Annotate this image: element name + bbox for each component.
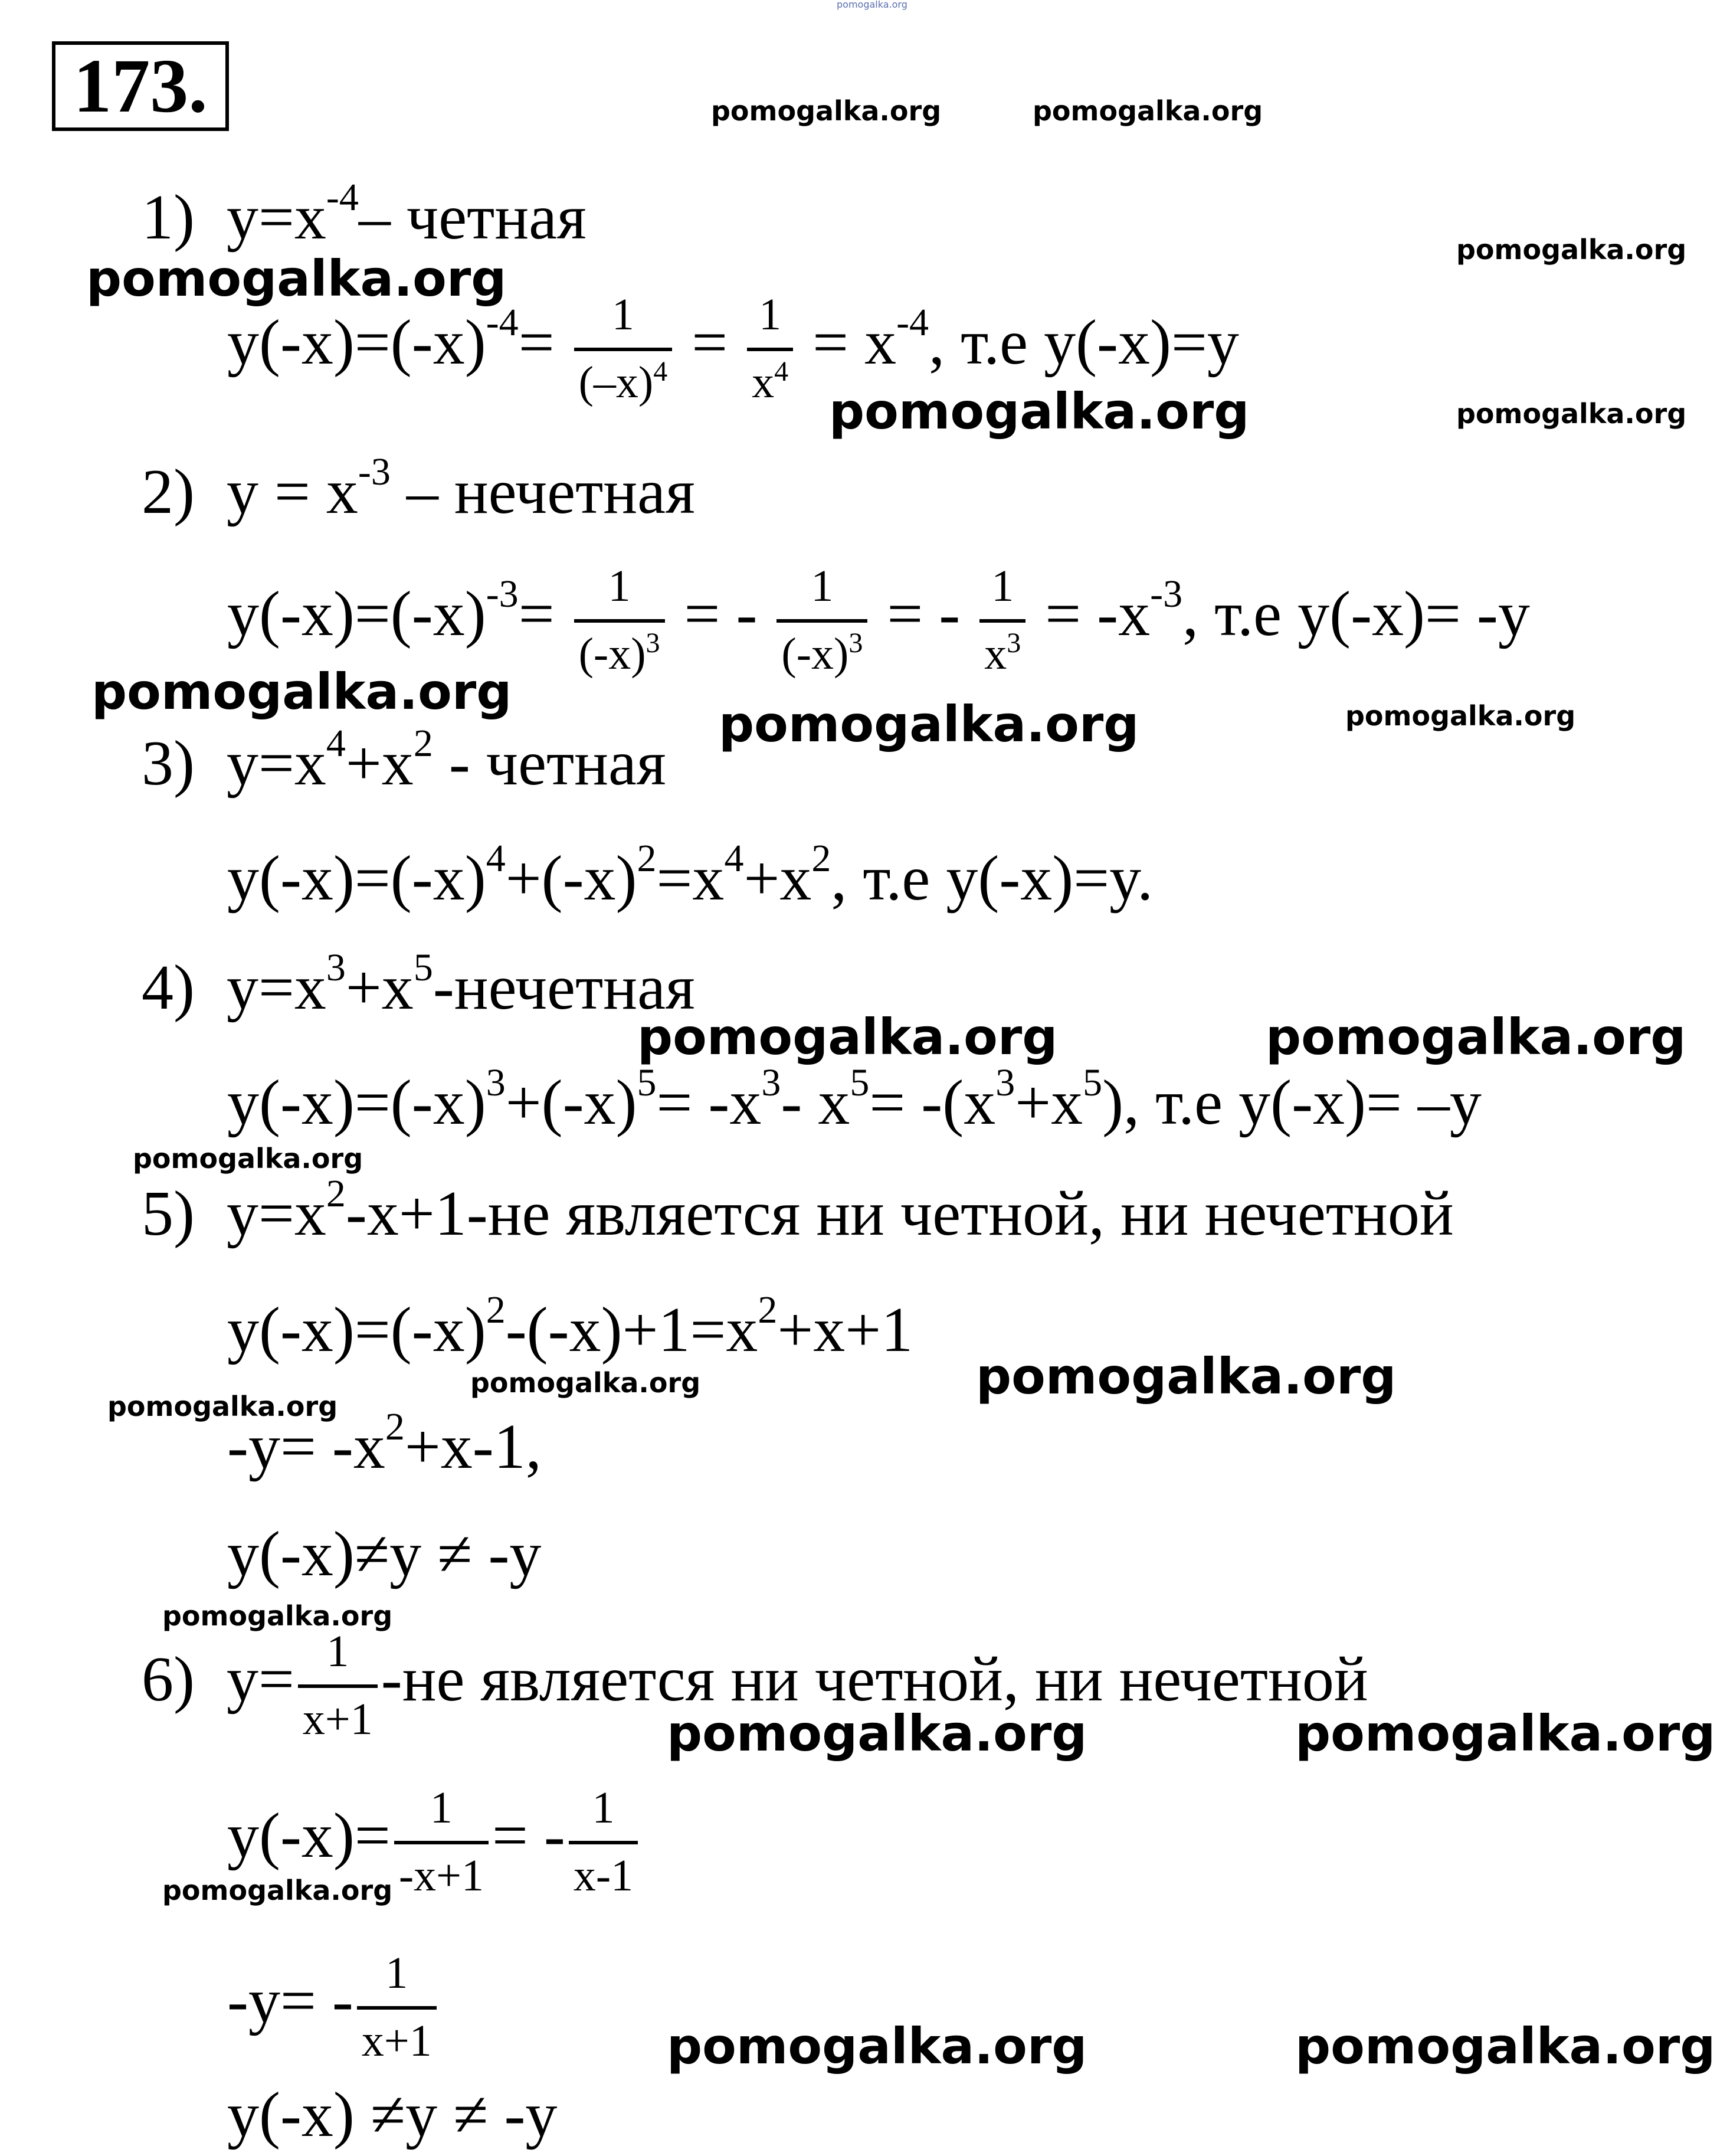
item-1-result-exponent: -4 <box>896 301 929 345</box>
item-1-heading <box>142 176 587 253</box>
item-4-head-text-2: +x <box>345 953 414 1023</box>
fraction-denominator-base: (-x) <box>781 629 849 679</box>
watermark-top-tiny: pomogalka.org <box>837 0 907 10</box>
watermark: pomogalka.org <box>86 250 507 307</box>
item-4-derivation <box>227 1061 1482 1138</box>
item-2-minus-1: = - <box>684 579 758 650</box>
item-2-fraction-3 <box>979 561 1025 681</box>
expr-part: y(-x)=(-x) <box>227 1295 486 1365</box>
exponent: 5 <box>850 1061 870 1104</box>
fraction-denominator: x+1 <box>361 2016 432 2066</box>
item-1-result: = x <box>812 307 897 378</box>
item-3-derivation <box>227 837 1154 914</box>
item-4-head-parity: -нечетная <box>432 953 695 1023</box>
item-5-label: 5) <box>142 1179 195 1249</box>
item-6-conclusion: y(-x) ≠y ≠ -y <box>227 2080 558 2150</box>
watermark: pomogalka.org <box>470 1367 701 1399</box>
item-4-conclusion: ), т.е y(-x)= –y <box>1102 1068 1482 1138</box>
fraction-numerator: 1 <box>574 289 673 351</box>
fraction-numerator: 1 <box>298 1626 378 1688</box>
fraction-numerator: 1 <box>394 1782 489 1844</box>
item-4-head-exponent-2: 5 <box>413 946 433 989</box>
exponent: 4 <box>486 837 506 880</box>
item-1-expr-exponent: -4 <box>486 301 519 345</box>
expr-part: +(-x) <box>505 843 637 914</box>
item-4-head-text: y=x <box>226 953 326 1023</box>
item-1-equals: = <box>518 307 555 378</box>
fraction-denominator: -x+1 <box>398 1851 484 1901</box>
watermark: pomogalka.org <box>976 1347 1397 1405</box>
item-3-head-parity: - четная <box>432 728 666 799</box>
exponent: 2 <box>758 1288 778 1331</box>
watermark: pomogalka.org <box>1266 1008 1686 1066</box>
item-2-head-text: y = x <box>226 457 358 527</box>
item-3-head-text-2: +x <box>345 728 414 799</box>
item-3-label: 3) <box>142 728 195 799</box>
exponent: 2 <box>637 837 657 880</box>
item-2-expr: y(-x)=(-x) <box>227 579 486 650</box>
exponent: 2 <box>385 1405 405 1448</box>
item-5-head-parity: -x+1-не является ни четной, ни нечетной <box>345 1179 1454 1249</box>
exponent: 4 <box>724 837 744 880</box>
item-2-result-exponent: -3 <box>1150 572 1183 616</box>
watermark: pomogalka.org <box>162 1874 393 1906</box>
watermark: pomogalka.org <box>667 1704 1087 1762</box>
item-6-fraction-3 <box>357 1948 437 2067</box>
item-2-head-exponent: -3 <box>358 450 391 493</box>
expr-part: = - <box>492 1801 565 1872</box>
item-2-fraction-1 <box>574 561 665 681</box>
item-5-conclusion: y(-x)≠y ≠ -y <box>227 1519 542 1589</box>
item-4-label: 4) <box>142 953 195 1023</box>
fraction-denominator-base: (–x) <box>578 358 654 408</box>
expr-part: y(-x)= <box>227 1801 391 1872</box>
fraction-denominator <box>574 623 665 680</box>
fraction-denominator-exponent: 3 <box>1007 627 1021 659</box>
watermark: pomogalka.org <box>637 1008 1058 1066</box>
exponent: 3 <box>761 1061 781 1104</box>
item-6-fraction-2 <box>569 1782 638 1902</box>
watermark: pomogalka.org <box>719 695 1139 753</box>
item-6-head-fraction <box>298 1626 378 1746</box>
item-1-conclusion: , т.е y(-x)=y <box>929 307 1239 378</box>
expr-part: - x <box>781 1068 850 1138</box>
item-2-heading <box>142 450 695 527</box>
item-1-label: 1) <box>142 182 195 253</box>
item-5-derivation-2 <box>227 1405 542 1482</box>
fraction-denominator-exponent: 4 <box>774 356 789 388</box>
expr-part: -y= - <box>227 1966 353 2037</box>
fraction-denominator: x+1 <box>302 1694 373 1745</box>
exponent: 3 <box>486 1061 506 1104</box>
fraction-denominator-base: (-x) <box>578 629 646 679</box>
expr-part: +x+1 <box>777 1295 913 1365</box>
watermark: pomogalka.org <box>667 2017 1087 2075</box>
problem-number-box <box>52 41 229 131</box>
fraction-numerator: 1 <box>357 1948 437 2010</box>
expr-part: -(-x)+1=x <box>505 1295 758 1365</box>
watermark: pomogalka.org <box>1295 1704 1716 1762</box>
item-2-expr-exponent: -3 <box>486 572 519 616</box>
item-1-head-text: y=x <box>226 182 326 253</box>
item-2-conclusion: , т.е y(-x)= -y <box>1182 579 1530 650</box>
exponent: 2 <box>811 837 831 880</box>
watermark: pomogalka.org <box>1456 398 1687 430</box>
item-3-head-exponent-2: 2 <box>413 722 433 765</box>
fraction-denominator <box>574 351 673 408</box>
fraction-denominator-exponent: 3 <box>646 627 660 659</box>
item-5-heading <box>142 1172 1454 1249</box>
item-2-head-parity: – нечетная <box>390 457 695 527</box>
exponent: 2 <box>486 1288 506 1331</box>
fraction-numerator: 1 <box>747 289 793 351</box>
exponent: 3 <box>995 1061 1015 1104</box>
watermark: pomogalka.org <box>107 1391 338 1422</box>
watermark: pomogalka.org <box>1033 95 1263 127</box>
item-1-expr: y(-x)=(-x) <box>227 307 486 378</box>
item-4-heading <box>142 946 695 1023</box>
fraction-numerator: 1 <box>569 1782 638 1844</box>
fraction-denominator <box>979 623 1025 680</box>
expr-part: +(-x) <box>505 1068 637 1138</box>
item-3-head-text: y=x <box>226 728 326 799</box>
item-1-head-parity: – четная <box>358 182 587 253</box>
item-6-head-parity: -не является ни четной, ни нечетной <box>381 1644 1368 1715</box>
item-5-head-exponent: 2 <box>326 1172 346 1215</box>
item-2-equals: = <box>518 579 555 650</box>
item-2-fraction-2 <box>776 561 867 681</box>
fraction-denominator-exponent: 4 <box>653 356 668 388</box>
item-6-fraction-1 <box>394 1782 489 1902</box>
watermark: pomogalka.org <box>162 1600 393 1632</box>
problem-number: 173. <box>73 44 208 129</box>
item-2-label: 2) <box>142 457 195 527</box>
item-6-derivation-2 <box>227 1948 440 2067</box>
expr-part: +x-1, <box>404 1412 542 1482</box>
expr-part: y(-x)=(-x) <box>227 843 486 914</box>
expr-part: = -x <box>656 1068 762 1138</box>
exponent: 5 <box>637 1061 657 1104</box>
item-4-head-exponent: 3 <box>326 946 346 989</box>
watermark: pomogalka.org <box>1345 700 1576 732</box>
expr-part: -y= -x <box>227 1412 385 1482</box>
expr-part: = -(x <box>869 1068 996 1138</box>
fraction-numerator: 1 <box>574 561 665 623</box>
fraction-denominator: x-1 <box>573 1851 634 1901</box>
expr-part: +x <box>1015 1068 1083 1138</box>
item-6-label: 6) <box>142 1644 195 1715</box>
item-1-fraction-1 <box>574 289 673 409</box>
watermark: pomogalka.org <box>91 663 512 721</box>
fraction-denominator-base: x <box>752 358 775 408</box>
exponent: 5 <box>1083 1061 1103 1104</box>
expr-part: =x <box>656 843 725 914</box>
expr-part: y(-x)=(-x) <box>227 1068 486 1138</box>
item-2-minus-2: = - <box>887 579 961 650</box>
item-1-equals-2: = <box>692 307 728 378</box>
fraction-denominator-exponent: 3 <box>848 627 863 659</box>
item-5-head-text: y=x <box>226 1179 326 1249</box>
expr-part: +x <box>743 843 812 914</box>
item-3-heading <box>142 722 666 799</box>
item-6-head-text: y= <box>226 1644 294 1715</box>
item-1-fraction-2 <box>747 289 793 409</box>
fraction-numerator: 1 <box>979 561 1025 623</box>
fraction-denominator <box>776 623 867 680</box>
watermark: pomogalka.org <box>711 95 942 127</box>
watermark: pomogalka.org <box>1295 2017 1716 2075</box>
item-3-head-exponent: 4 <box>326 722 346 765</box>
watermark: pomogalka.org <box>133 1143 363 1174</box>
fraction-numerator: 1 <box>776 561 867 623</box>
fraction-denominator-base: x <box>984 629 1007 679</box>
item-2-result: = -x <box>1045 579 1151 650</box>
item-3-conclusion: , т.е y(-x)=y. <box>831 843 1154 914</box>
fraction-denominator <box>747 351 793 408</box>
watermark: pomogalka.org <box>829 382 1250 440</box>
item-1-head-exponent: -4 <box>326 176 359 219</box>
item-5-derivation-1 <box>227 1288 913 1365</box>
watermark: pomogalka.org <box>1456 234 1687 266</box>
